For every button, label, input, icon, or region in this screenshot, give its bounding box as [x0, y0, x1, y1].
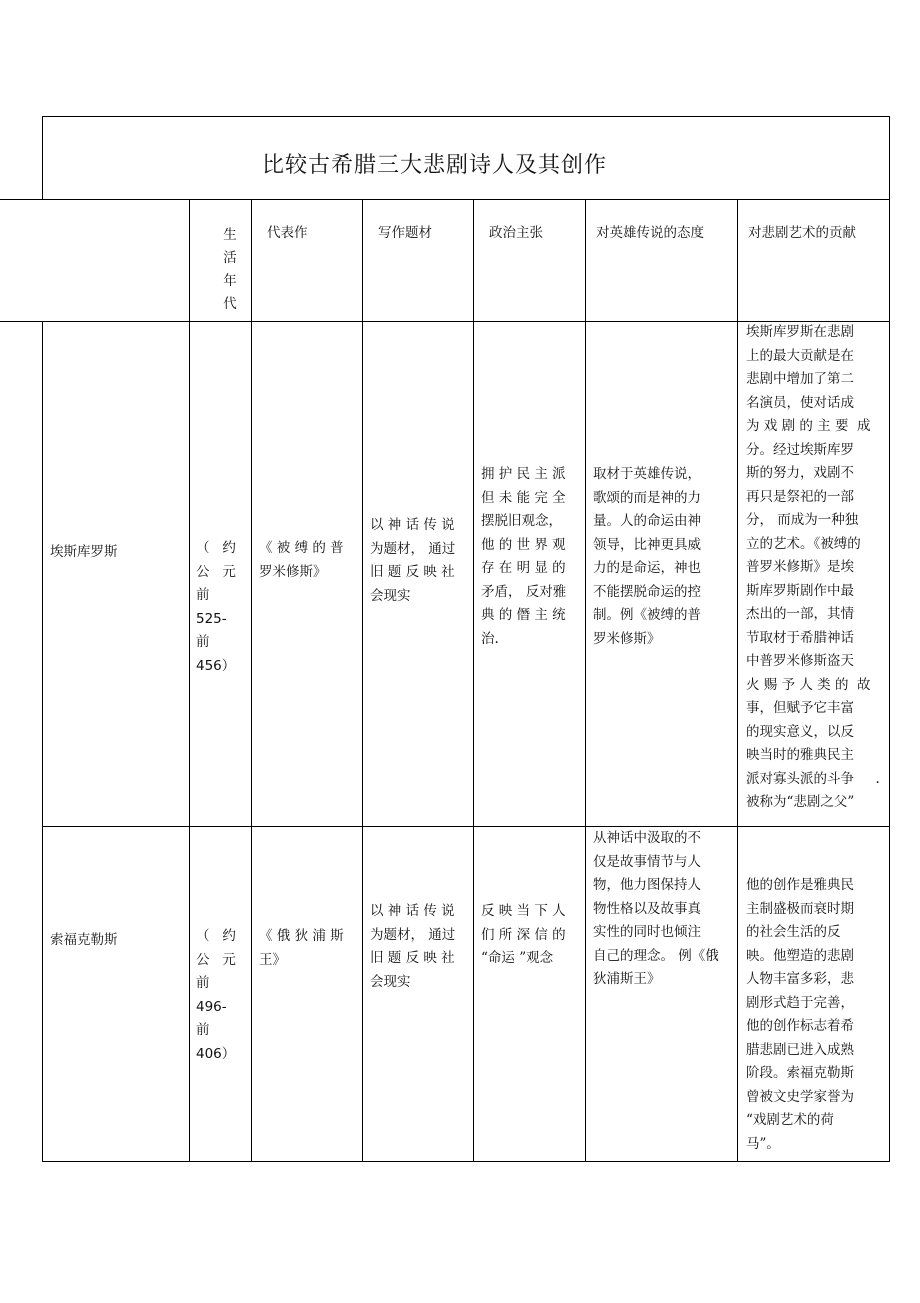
attitude-to-legends: 从神话中汲取的不 仅是故事情节与人 物，他力图保持人 物性格以及故事真 实性的同时也倾注 自己的理念。 例《俄 狄浦斯王》 — [593, 830, 719, 987]
col-divider-5 — [585, 199, 586, 1162]
table-bottom-border — [42, 1161, 890, 1162]
writing-subject: 以 神 话 传 说 为题材， 通过 旧 题 反 映 社 会现实 — [370, 517, 456, 604]
col-divider-4 — [473, 199, 474, 1162]
row1-bottom-border — [42, 826, 890, 827]
col-divider-2 — [251, 199, 252, 1162]
header-attitude: 对英雄传说的态度 — [596, 225, 704, 241]
header-subject: 写作题材 — [378, 225, 432, 241]
political-stance: 反 映 当 下 人 们 所 深 信 的 “命运 ”观念 — [481, 903, 566, 966]
header-works: 代表作 — [267, 225, 308, 241]
contribution-to-tragedy: 埃斯库罗斯在悲剧 上的最大贡献是在 悲剧中增加了第二 名演员，使对话成 为 戏 剧 的 主 要 成 分。经过埃斯库罗 斯的努力，戏剧不 再只是祭祀的一部 分， 而成为一种独 立的艺术。《被缚的 普罗米修斯》是埃 斯库罗斯剧作中最 杰出的一部，其情 节取材于希腊神话 中普罗米修斯盗天 火 赐 予 人 类 的 故 事，但赋予它丰富 的现实意义，以反 映当时的雅典民主 派对寡头派的斗争 . 被称为“悲剧之父” — [746, 324, 880, 810]
contribution-to-tragedy: 他的创作是雅典民 主制盛极而衰时期 的社会生活的反 映。他塑造的悲剧 人物丰富多彩，悲 剧形式趋于完善， 他的创作标志着希 腊悲剧已进入成熟 阶段。索福克勒斯 曾被文史学家誉为 “戏剧艺术的荷 马”。 — [746, 877, 854, 1152]
table-right-border — [889, 116, 890, 1162]
header-politics: 政治主张 — [489, 225, 543, 241]
life-dates: （ 约 公 元 前 496- 前 406） — [196, 928, 236, 1062]
representative-work: 《 俄 狄 浦 斯 王》 — [259, 928, 344, 968]
poet-name: 埃斯库罗斯 — [50, 544, 118, 560]
col-divider-6 — [737, 199, 738, 1162]
political-stance: 拥 护 民 主 派 但 未 能 完 全 摆脱旧观念， 他 的 世 界 观 存 在 明 显 的 矛盾， 反对雅 典 的 僭 主 统 治. — [481, 466, 567, 647]
poet-name: 索福克勒斯 — [50, 932, 118, 948]
header-contribution: 对悲剧艺术的贡献 — [748, 225, 856, 241]
page-title: 比较古希腊三大悲剧诗人及其创作 — [262, 153, 608, 178]
writing-subject: 以 神 话 传 说 为题材， 通过 旧 题 反 映 社 会现实 — [370, 903, 456, 990]
representative-work: 《 被 缚 的 普 罗米修斯》 — [259, 540, 344, 580]
header-era: 生 活 年 代 — [223, 227, 237, 312]
attitude-to-legends: 取材于英雄传说， 歌颂的而是神的力 量。人的命运由神 领导，比神更具威 力的是命运，神也 不能摆脱命运的控 制。例《被缚的普 罗米修斯》 — [593, 466, 701, 647]
title-left-border — [42, 116, 43, 200]
title-row-bottom-border — [0, 199, 890, 200]
col-divider-1 — [189, 199, 190, 1162]
table-left-border — [42, 321, 43, 1162]
table-top-border — [42, 116, 890, 117]
life-dates: （ 约 公 元 前 525- 前 456） — [196, 540, 236, 674]
col-divider-3 — [362, 199, 363, 1162]
